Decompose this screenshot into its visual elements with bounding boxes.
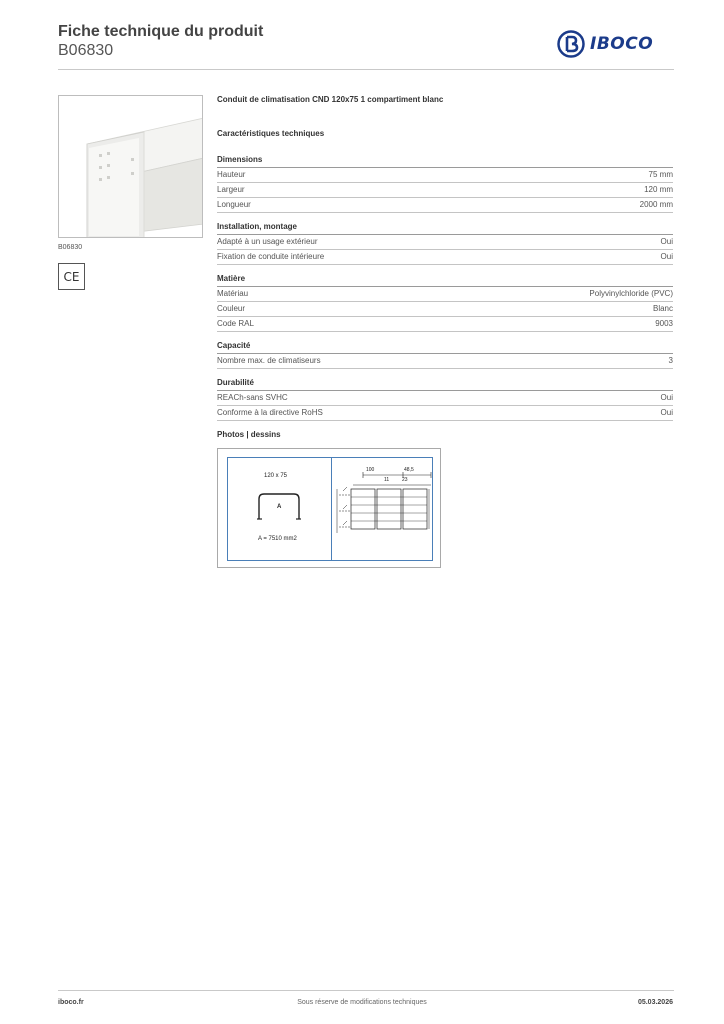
spec-label: REACh-sans SVHC [217, 393, 288, 402]
spec-row [217, 302, 673, 317]
logo-wordmark: IBOCO [590, 34, 654, 54]
spec-group-title: Installation, montage [217, 222, 673, 235]
drawing-area-label: A [277, 504, 282, 510]
drawing-dim-23: 23 [402, 477, 408, 483]
image-caption: B06830 [58, 244, 83, 251]
product-code: B06830 [58, 42, 114, 59]
spec-value: 9003 [655, 319, 673, 328]
photos-title: Photos | dessins [217, 430, 281, 439]
page-title: Fiche technique du produit [58, 23, 264, 40]
footer-notice: Sous réserve de modifications techniques [297, 999, 427, 1006]
spec-label: Hauteur [217, 170, 246, 179]
technical-drawing[interactable] [217, 448, 441, 568]
spec-group-title: Matière [217, 274, 673, 287]
spec-group-title: Dimensions [217, 155, 673, 168]
spec-group-dimensions [217, 155, 673, 213]
product-image [58, 95, 203, 238]
drawing-dim-100: 100 [366, 467, 375, 473]
spec-label: Adapté à un usage extérieur [217, 237, 318, 246]
header-divider [58, 69, 674, 70]
mounting-diagram [333, 469, 433, 539]
spec-row [217, 183, 673, 198]
spec-row [217, 250, 673, 265]
spec-row [217, 317, 673, 332]
iboco-logo[interactable] [557, 29, 675, 59]
spec-row [217, 287, 673, 302]
footer-website-link[interactable]: iboco.fr [58, 999, 84, 1006]
spec-label: Code RAL [217, 319, 254, 328]
spec-value: 2000 mm [639, 200, 673, 209]
spec-label: Largeur [217, 185, 245, 194]
spec-value: Oui [660, 252, 673, 261]
spec-group-capacity [217, 341, 673, 369]
spec-label: Matériau [217, 289, 249, 298]
ce-mark-icon: CE [58, 263, 85, 290]
drawing-divider [331, 457, 332, 561]
drawing-dim-48-5: 48,5 [404, 467, 414, 473]
spec-row [217, 391, 673, 406]
spec-row [217, 354, 673, 369]
spec-label: Couleur [217, 304, 246, 313]
drawing-dim-11: 11 [384, 477, 390, 483]
iboco-logo-icon [557, 30, 585, 58]
footer-date: 05.03.2026 [637, 999, 673, 1006]
footer-divider [58, 990, 674, 991]
spec-value: 3 [668, 356, 673, 365]
spec-value: 75 mm [648, 170, 673, 179]
spec-group-material [217, 274, 673, 332]
spec-value: Blanc [652, 304, 673, 313]
spec-label: Longueur [217, 200, 251, 209]
cable-duct-illustration [59, 96, 203, 238]
spec-label: Nombre max. de climatiseurs [217, 356, 321, 365]
spec-row [217, 198, 673, 213]
spec-label: Fixation de conduite intérieure [217, 252, 325, 261]
spec-label: Conforme à la directive RoHS [217, 408, 323, 417]
specifications [217, 95, 673, 568]
section-title: Caractéristiques techniques [217, 129, 325, 138]
spec-value: Polyvinylchloride (PVC) [589, 289, 673, 298]
spec-value: Oui [660, 393, 673, 402]
spec-row [217, 168, 673, 183]
spec-value: Oui [660, 237, 673, 246]
spec-group-title: Capacité [217, 341, 673, 354]
spec-group-durability [217, 378, 673, 421]
product-name: Conduit de climatisation CND 120x75 1 compartiment blanc [217, 95, 444, 104]
spec-row [217, 406, 673, 421]
spec-value: 120 mm [644, 185, 673, 194]
page-header [58, 22, 263, 60]
spec-row [217, 235, 673, 250]
spec-group-title: Durabilité [217, 378, 673, 391]
spec-value: Oui [660, 408, 673, 417]
spec-group-installation [217, 222, 673, 265]
drawing-size-label: 120 x 75 [264, 473, 288, 479]
drawing-area-value: A = 7510 mm2 [258, 536, 297, 542]
